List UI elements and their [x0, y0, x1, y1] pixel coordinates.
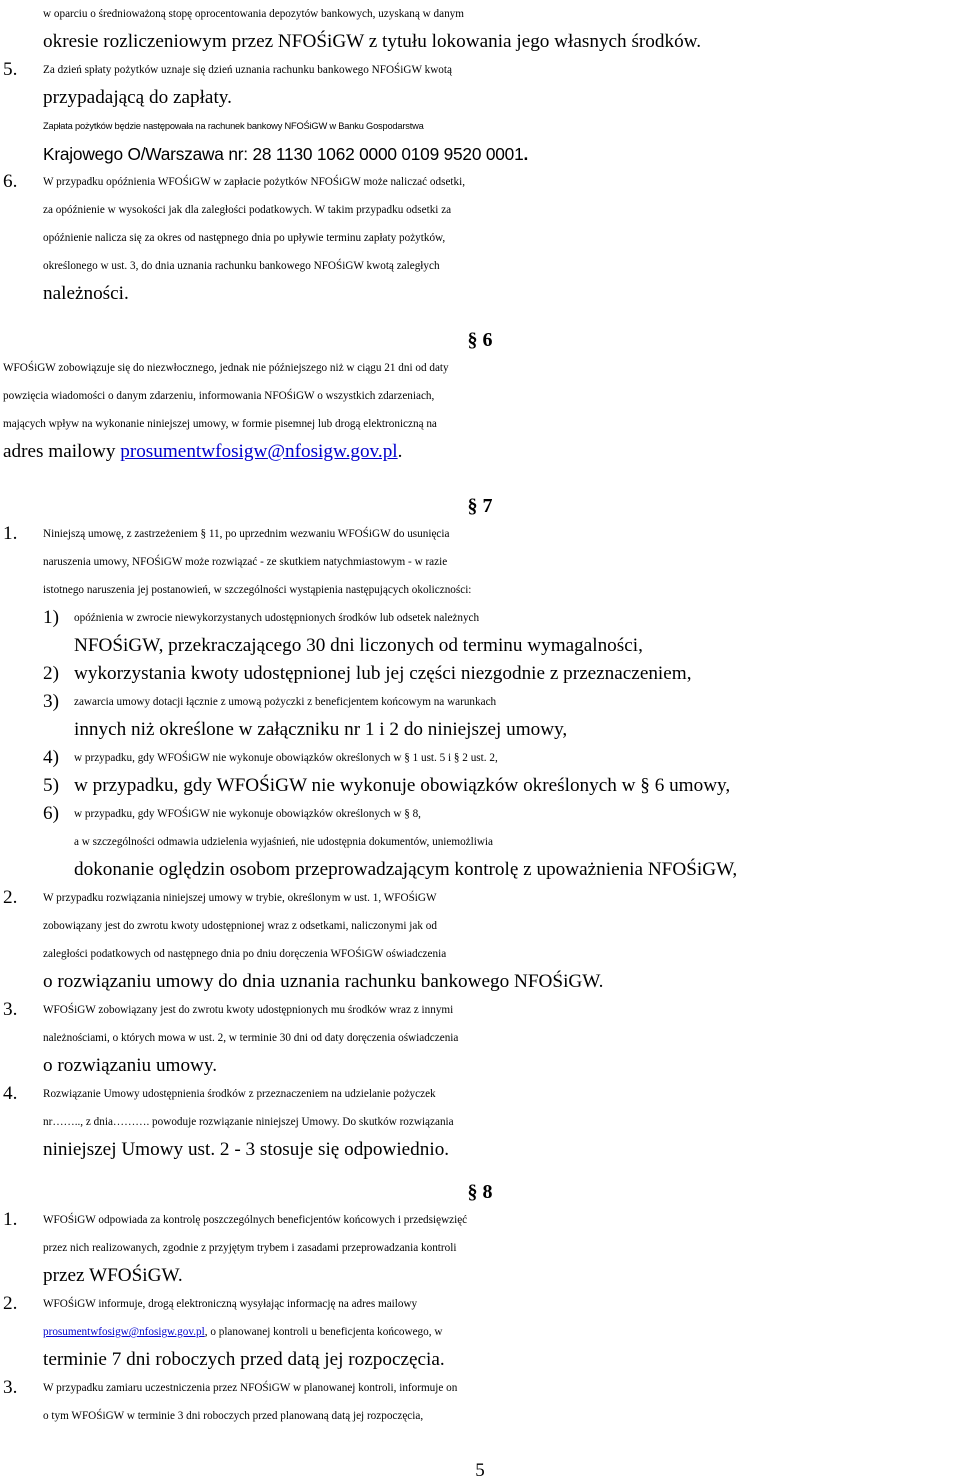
list-number: 2) [43, 663, 59, 684]
email-link[interactable]: prosumentwfosigw@nfosigw.gov.pl [120, 441, 398, 462]
text-line [0, 549, 960, 575]
paragraph-line [43, 1319, 957, 1345]
text-line [0, 941, 960, 967]
paragraph-line: w przypadku, gdy WFOŚiGW nie wykonuje obowiązków określonych w § 8, [74, 808, 421, 820]
paragraph-line: zawarcia umowy dotacji łącznie z umową pożyczki z beneficjentem końcowym na warunkach [74, 696, 497, 708]
paragraph-line: nr…….., z dnia………. powoduje rozwiązanie niniejszej Umowy. Do skutków rozwiązania [43, 1116, 454, 1128]
list-number: 1. [3, 523, 18, 544]
paragraph-line: określonego w ust. 3, do dnia uznania rachunku bankowego NFOŚiGW kwotą zaległych [43, 260, 440, 272]
text-line [0, 1263, 960, 1289]
list-number: 3. [3, 1377, 18, 1398]
text-line [0, 1053, 960, 1079]
account-number: Krajowego O/Warszawa nr: 28 1130 1062 0000 0109 9520 0001 [43, 144, 524, 164]
text-line [0, 1025, 960, 1051]
section-heading-7: § 7 [467, 495, 493, 517]
paragraph-line: WFOŚiGW odpowiada za kontrolę poszczególnych beneficjentów końcowych i przedsięwzięć [43, 1214, 468, 1226]
text-line [0, 411, 960, 437]
list-item [0, 521, 960, 547]
text-line [0, 281, 960, 307]
text-fragment: . [397, 441, 403, 462]
text-line [0, 577, 960, 603]
list-number: 3. [3, 999, 18, 1020]
list-number: 3) [43, 691, 59, 712]
period: . [523, 144, 529, 164]
paragraph-line: W przypadku zamiaru uczestniczenia przez NFOŚiGW w planowanej kontroli, informuje on [43, 1382, 458, 1394]
paragraph-line: o tym WFOŚiGW w terminie 3 dni roboczych przed planowaną datą jej rozpoczęcia, [43, 1410, 424, 1422]
text-line [0, 225, 960, 251]
text-line [0, 1403, 960, 1429]
paragraph-line: Zapłata pożytków będzie następowała na rachunek bankowy NFOŚiGW w Banku Gospodarstwa [43, 121, 424, 131]
list-number: 1. [3, 1209, 18, 1230]
paragraph-line: naruszenia umowy, NFOŚiGW może rozwiązać - ze skutkiem natychmiastowym - w razie [43, 556, 448, 568]
text-line [0, 969, 960, 995]
paragraph-line: za opóźnienie w wysokości jak dla zaległości podatkowych. W takim przypadku odsetki za [43, 204, 452, 216]
list-item [0, 745, 960, 771]
paragraph-line: Rozwiązanie Umowy udostępnienia środków z przeznaczeniem na udzielanie pożyczek [43, 1088, 436, 1100]
list-item [0, 1207, 960, 1233]
paragraph-line: Niniejszą umowę, z zastrzeżeniem § 11, po uprzednim wezwaniu WFOŚiGW do usunięcia [43, 528, 450, 540]
list-item [0, 661, 960, 687]
paragraph-line: opóźnienie nalicza się za okres od następnego dnia po upływie terminu zapłaty pożytków, [43, 232, 446, 244]
list-number: 5) [43, 775, 59, 796]
text-fragment: adres mailowy [3, 441, 121, 462]
list-number: 6. [3, 171, 18, 192]
list-number: 2. [3, 1293, 18, 1314]
paragraph-line: przez nich realizowanych, zgodnie z przyjętym trybem i zasadami przeprowadzania kontroli [43, 1242, 457, 1254]
paragraph-line: wykorzystania kwoty udostępnionej lub jej części niezgodnie z przeznaczeniem, [74, 663, 692, 684]
text-line [0, 29, 960, 55]
text-line [0, 857, 960, 883]
list-number: 4. [3, 1083, 18, 1104]
paragraph-line: o rozwiązaniu umowy do dnia uznania rachunku bankowego NFOŚiGW. [43, 971, 604, 992]
paragraph-line: innych niż określone w załączniku nr 1 i 2 do niniejszej umowy, [74, 719, 568, 740]
paragraph-line: WFOŚiGW informuje, drogą elektroniczną wysyłając informację na adres mailowy [43, 1298, 418, 1310]
paragraph-line: należnościami, o których mowa w ust. 2, w terminie 30 dni od daty doręczenia oświadczenia [43, 1032, 459, 1044]
email-link[interactable]: prosumentwfosigw@nfosigw.gov.pl [43, 1326, 205, 1338]
text-line [0, 85, 960, 111]
paragraph-line: W przypadku opóźnienia WFOŚiGW w zapłacie pożytków NFOŚiGW może naliczać odsetki, [43, 176, 466, 188]
text-line [0, 1109, 960, 1135]
list-number: 2. [3, 887, 18, 908]
list-number: 4) [43, 747, 59, 768]
list-item [0, 689, 960, 715]
section-heading-8: § 8 [467, 1181, 493, 1203]
text-line [0, 1319, 960, 1345]
text-line [0, 253, 960, 279]
text-line [0, 383, 960, 409]
text-line [0, 913, 960, 939]
paragraph-line: istotnego naruszenia jej postanowień, w szczególności wystąpienia następujących okoliczności: [43, 584, 472, 596]
paragraph-line: WFOŚiGW zobowiązany jest do zwrotu kwoty udostępnionych mu środków wraz z innymi [43, 1004, 454, 1016]
text-line [0, 113, 960, 139]
text-line [0, 1137, 960, 1163]
paragraph-line: opóźnienia w zwrocie niewykorzystanych udostępnionych środków lub odsetek należnych [74, 612, 480, 624]
list-item [0, 1291, 960, 1317]
text-line [0, 439, 960, 465]
text-line [0, 197, 960, 223]
text-line [0, 1235, 960, 1261]
paragraph-line: NFOŚiGW, przekraczającego 30 dni liczonych od terminu wymagalności, [74, 635, 643, 656]
paragraph-line: w oparciu o średnioważoną stopę oprocentowania depozytów bankowych, uzyskaną w danym [43, 8, 464, 20]
text-fragment: , o planowanej kontroli u beneficjenta końcowego, w [204, 1326, 443, 1338]
paragraph-line: o rozwiązaniu umowy. [43, 1055, 218, 1076]
paragraph-line: przez WFOŚiGW. [43, 1265, 183, 1286]
paragraph-line: mających wpływ na wykonanie niniejszej umowy, w formie pisemnej lub drogą elektroniczną na [3, 418, 437, 430]
paragraph-line: dokonanie oględzin osobom przeprowadzającym kontrolę z upoważnienia NFOŚiGW, [74, 859, 738, 880]
text-line [0, 355, 960, 381]
paragraph-line: powzięcia wiadomości o danym zdarzeniu, informowania NFOŚiGW o wszystkich zdarzeniach, [3, 390, 435, 402]
paragraph-line: WFOŚiGW zobowiązuje się do niezwłocznego, jednak nie późniejszego niż w ciągu 21 dni od daty [3, 362, 449, 374]
text-line [0, 1347, 960, 1373]
paragraph-line: a w szczególności odmawia udzielenia wyjaśnień, nie udostępnia dokumentów, uniemożliwia [74, 836, 493, 848]
paragraph-line: terminie 7 dni roboczych przed datą jej rozpoczęcia. [43, 1349, 445, 1370]
text-line [0, 829, 960, 855]
paragraph-line: w przypadku, gdy WFOŚiGW nie wykonuje obowiązków określonych w § 6 umowy, [74, 775, 731, 796]
paragraph-line [3, 439, 402, 465]
list-item [0, 1375, 960, 1401]
paragraph-line: Za dzień spłaty pożytków uznaje się dzień uznania rachunku bankowego NFOŚiGW kwotą [43, 64, 452, 76]
list-item [0, 997, 960, 1023]
list-item [0, 885, 960, 911]
account-line [43, 141, 528, 167]
text-line [0, 1, 960, 27]
paragraph-line: przypadającą do zapłaty. [43, 87, 232, 108]
text-line [0, 717, 960, 743]
list-item [0, 773, 960, 799]
list-number: 6) [43, 803, 59, 824]
paragraph-line: okresie rozliczeniowym przez NFOŚiGW z tytułu lokowania jego własnych środków. [43, 31, 702, 52]
paragraph-line: zobowiązany jest do zwrotu kwoty udostępnionej wraz z odsetkami, naliczonymi jak od [43, 920, 437, 932]
list-item [0, 801, 960, 827]
text-line [0, 141, 960, 167]
page-number: 5 [475, 1460, 485, 1481]
list-item [0, 57, 960, 83]
paragraph-line: zaległości podatkowych od następnego dnia po dniu doręczenia WFOŚiGW oświadczenia [43, 948, 447, 960]
list-item [0, 169, 960, 195]
text-line [0, 633, 960, 659]
paragraph-line: należności. [43, 283, 129, 304]
list-item [0, 605, 960, 631]
paragraph-line: w przypadku, gdy WFOŚiGW nie wykonuje obowiązków określonych w § 1 ust. 5 i § 2 ust. 2, [74, 752, 498, 764]
list-item [0, 1081, 960, 1107]
paragraph-line: niniejszej Umowy ust. 2 - 3 stosuje się odpowiednio. [43, 1139, 450, 1160]
list-number: 5. [3, 59, 18, 80]
list-number: 1) [43, 607, 59, 628]
section-heading-6: § 6 [467, 329, 493, 351]
paragraph-line: W przypadku rozwiązania niniejszej umowy w trybie, określonym w ust. 1, WFOŚiGW [43, 892, 437, 904]
